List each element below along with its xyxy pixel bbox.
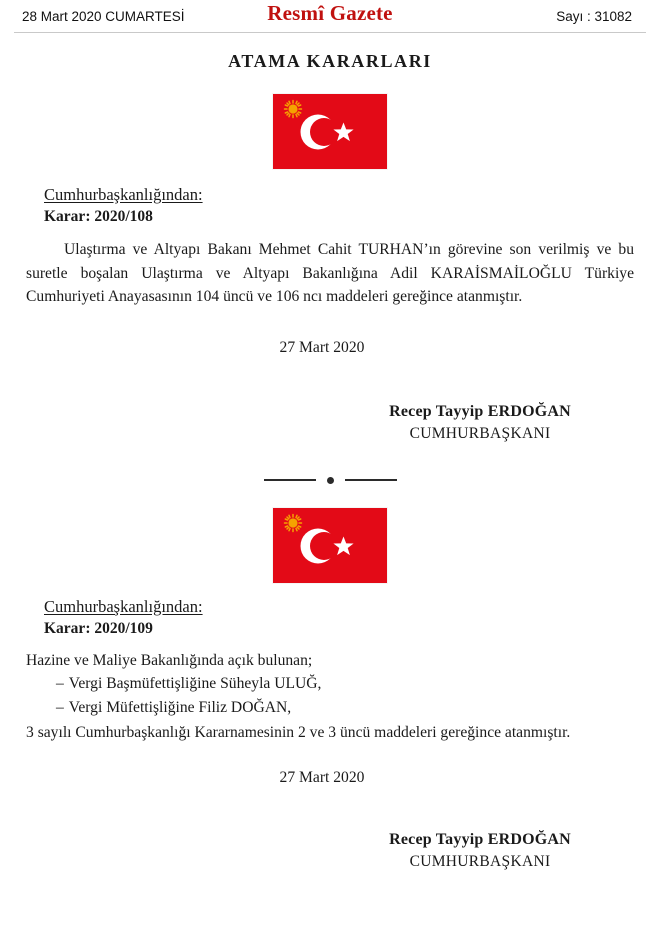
section-separator	[0, 477, 660, 484]
appointment-list-intro: Hazine ve Maliye Bakanlığında açık bulunan;	[26, 651, 313, 669]
masthead	[0, 0, 660, 32]
turkish-flag-icon	[273, 94, 387, 169]
decree-closing-paragraph: 3 sayılı Cumhurbaşkanlığı Kararnamesinin 2 ve 3 üncü maddeleri gereğince atanmıştır.	[26, 724, 571, 741]
gazette-date: 28 Mart 2020 CUMARTESİ	[22, 8, 185, 24]
signature-block	[0, 403, 660, 443]
signatory-name: Recep Tayyip ERDOĞAN	[389, 830, 571, 848]
signatory-name: Recep Tayyip ERDOĞAN	[389, 402, 571, 420]
list-dash: –	[56, 698, 64, 716]
flag-container-2	[0, 508, 660, 583]
decree-date: 27 Mart 2020	[279, 768, 365, 786]
list-item	[26, 696, 634, 720]
signatory-role: CUMHURBAŞKANI	[409, 852, 551, 870]
list-item-label: Vergi Müfettişliğine Filiz DOĞAN,	[68, 698, 292, 716]
decree-paragraph: Ulaştırma ve Altyapı Bakanı Mehmet Cahit TURHAN’ın görevine son verilmiş ve bu suretle boşalan Ulaştırma ve Altyapı Bakanlığına Adil KARAİSMAİLOĞLU Türkiye Cumhuriyeti Anayasasının 104 üncü ve 106 ncı maddeleri gereğince atanmıştır.	[26, 241, 634, 305]
list-item-label: Vergi Başmüfettişliğine Süheyla ULUĞ,	[68, 675, 322, 692]
decree-number: Karar: 2020/109	[44, 619, 153, 637]
separator-bar-right	[345, 479, 397, 481]
page-title: ATAMA KARARLARI	[228, 51, 432, 71]
separator-bar-left	[264, 479, 316, 481]
turkish-flag-icon	[273, 508, 387, 583]
list-item	[26, 672, 634, 696]
decree-number: Karar: 2020/108	[44, 208, 153, 225]
separator-dot-icon	[327, 477, 334, 484]
list-dash: –	[56, 675, 64, 692]
signatory-role: CUMHURBAŞKANI	[409, 424, 551, 442]
decree-block-2	[0, 508, 660, 871]
issuing-authority: Cumhurbaşkanlığından:	[44, 185, 203, 204]
flag-container-1	[0, 94, 660, 169]
issuing-authority: Cumhurbaşkanlığından:	[44, 596, 203, 616]
decree-block-1	[0, 94, 660, 443]
signature-block	[0, 831, 660, 871]
decree-date: 27 Mart 2020	[279, 338, 365, 356]
gazette-issue-number: Sayı : 31082	[556, 8, 632, 24]
masthead-divider	[14, 32, 646, 33]
gazette-title: Resmî Gazete	[267, 1, 393, 25]
